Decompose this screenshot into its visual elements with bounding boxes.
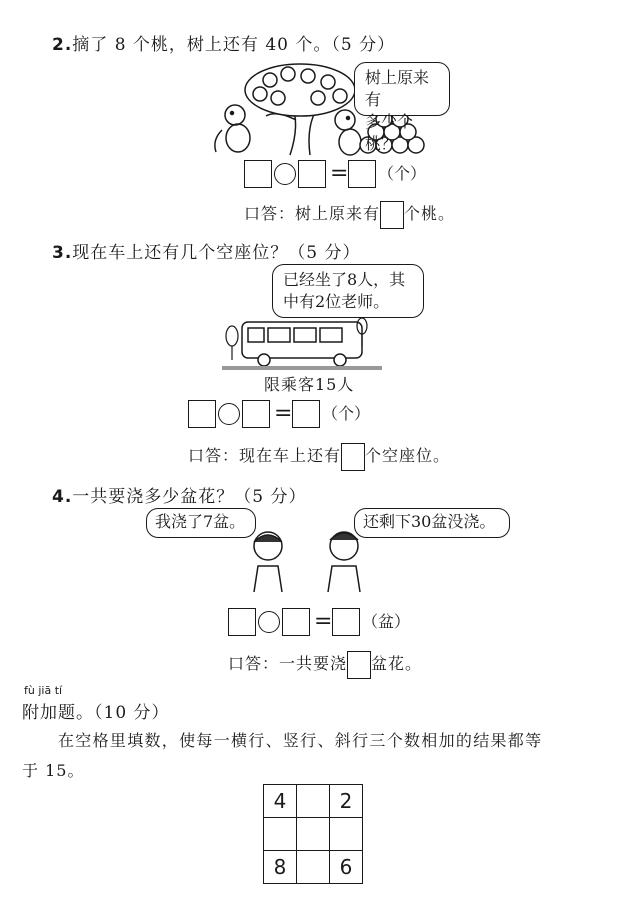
bonus-heading (22, 698, 170, 723)
bus-icon (242, 322, 362, 366)
q2-number: 2. (52, 35, 73, 55)
q3-operand1-box[interactable] (188, 400, 216, 428)
q2-equals: = (330, 161, 349, 186)
q2-answer-suffix: 个桃。 (404, 204, 456, 223)
q4-operand2-box[interactable] (282, 608, 310, 636)
magic-square-grid (263, 784, 363, 884)
q3-result-box[interactable] (292, 400, 320, 428)
q3-bubble-line1: 已经坐了8人，其 (283, 270, 406, 289)
q2-title (52, 30, 395, 55)
q2-answer-box[interactable] (380, 201, 404, 229)
q4-speech-bubble-left: 我浇了7盆。 (146, 508, 256, 538)
q2-unit: （个） (378, 164, 427, 183)
bonus-points: 。（10 分） (76, 703, 170, 723)
grid-cell: 4 (264, 785, 297, 818)
q4-text: 一共要浇多少盆花？（5 分） (72, 487, 307, 507)
q4-title (52, 482, 307, 507)
q4-speech-bubble-right: 还剩下30盆没浇。 (354, 508, 510, 538)
q3-unit: （个） (322, 404, 371, 423)
q2-answer (244, 200, 455, 229)
q2-answer-prefix: 口答：树上原来有 (244, 204, 381, 223)
q4-operand1-box[interactable] (228, 608, 256, 636)
monkey-right-icon (335, 110, 361, 155)
q4-answer (228, 650, 422, 679)
q4-equals: = (314, 609, 333, 634)
q3-answer-prefix: 口答：现在车上还有 (188, 446, 342, 465)
grid-cell[interactable] (297, 818, 330, 851)
monkey-left-icon (215, 105, 250, 152)
q2-bubble-line2: 多少个桃？ (365, 112, 414, 153)
q3-number: 3. (52, 243, 73, 263)
grid-cell: 8 (264, 851, 297, 884)
q2-text: 摘了 8 个桃，树上还有 40 个。（5 分） (72, 35, 396, 55)
q4-illustration (240, 524, 380, 594)
q2-operand1-box[interactable] (244, 160, 272, 188)
q3-speech-bubble (272, 264, 424, 318)
bus-illustration (222, 316, 382, 372)
boy-icon (328, 532, 360, 592)
q4-answer-box[interactable] (347, 651, 371, 679)
q3-answer-suffix: 个空座位。 (365, 446, 451, 465)
bonus-title: 附加题 (22, 703, 76, 723)
grid-cell[interactable] (330, 818, 363, 851)
q2-bubble-line1: 树上原来有 (365, 68, 430, 109)
bonus-instruction-line2: 于 15。 (22, 761, 85, 780)
grid-row (264, 851, 363, 884)
bus-caption: 限乘客15人 (264, 375, 355, 394)
q2-result-box[interactable] (348, 160, 376, 188)
q3-bubble-line2: 中有2位老师。 (283, 292, 390, 311)
q2-speech-bubble (354, 62, 450, 153)
grid-cell: 2 (330, 785, 363, 818)
q4-result-box[interactable] (332, 608, 360, 636)
bonus-instruction-line1: 在空格里填数，使每一横行、竖行、斜行三个数相加的结果都等 (58, 731, 543, 750)
q3-title (52, 238, 361, 263)
q2-operator-circle[interactable] (274, 163, 296, 185)
grid-cell[interactable] (297, 785, 330, 818)
grid-row (264, 785, 363, 818)
q3-equals: = (274, 401, 293, 426)
q4-unit: （盆） (362, 612, 411, 631)
girl-icon (254, 532, 282, 592)
grid-cell[interactable] (297, 851, 330, 884)
q4-operator-circle[interactable] (258, 611, 280, 633)
q3-operand2-box[interactable] (242, 400, 270, 428)
q3-answer-box[interactable] (341, 443, 365, 471)
q3-operator-circle[interactable] (218, 403, 240, 425)
grid-cell: 6 (330, 851, 363, 884)
bonus-pinyin: fù jiā tí (24, 684, 63, 697)
grid-cell[interactable] (264, 818, 297, 851)
q4-number: 4. (52, 487, 73, 507)
q3-text: 现在车上还有几个空座位？（5 分） (72, 243, 361, 263)
q2-operand2-box[interactable] (298, 160, 326, 188)
q4-answer-suffix: 盆花。 (371, 654, 423, 673)
q3-answer (188, 442, 450, 471)
q4-answer-prefix: 口答：一共要浇 (228, 654, 348, 673)
grid-row (264, 818, 363, 851)
